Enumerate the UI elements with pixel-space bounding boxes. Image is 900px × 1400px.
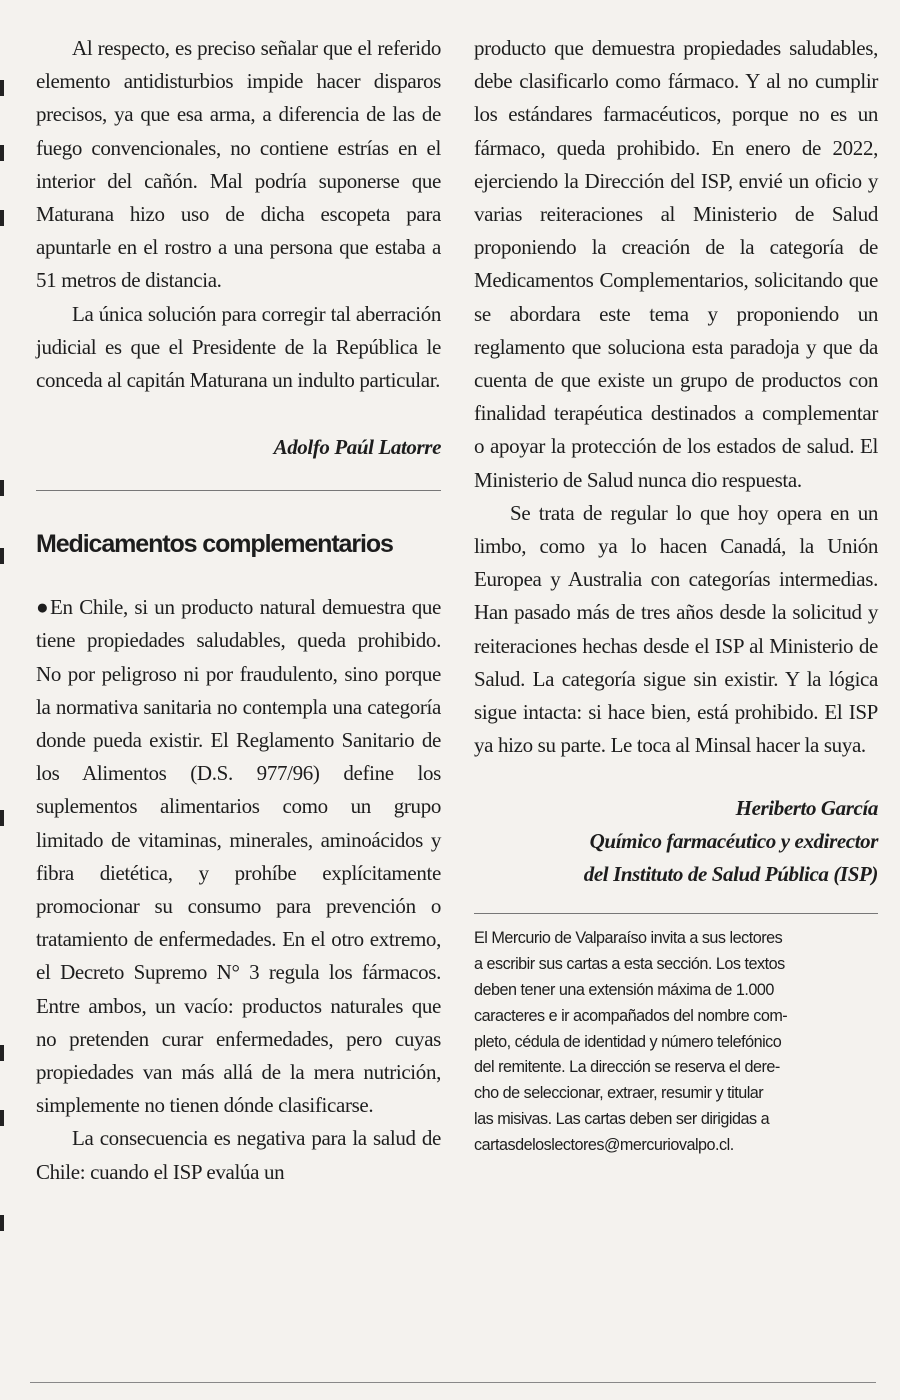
bottom-divider bbox=[30, 1382, 876, 1383]
letter2-signature bbox=[474, 792, 878, 891]
signature-title: del Instituto de Salud Pública (ISP) bbox=[583, 862, 878, 887]
editorial-note-line: del remitente. La dirección se reserva el dere- bbox=[474, 1058, 780, 1077]
letter2-paragraph-cont: Se trata de regular lo que hoy opera en un limbo, como ya lo hacen Canadá, la Unión Europea y Australia con categorías intermedias. Han pasado más de tres años desde la solicitud y reiteraciones hechas desde el ISP al Ministerio de Salud. La categoría sigue sin existir. Y la lógica sigue intacta: si hace bien, está prohibido. El ISP ya hizo su parte. Le toca al Minsal hacer la suya. bbox=[474, 500, 878, 758]
margin-mark bbox=[0, 80, 4, 96]
margin-mark bbox=[0, 1110, 4, 1126]
margin-mark bbox=[0, 1045, 4, 1061]
editorial-note-email: cartasdeloslectores@mercuriovalpo.cl. bbox=[474, 1135, 734, 1154]
editorial-note-line: las misivas. Las cartas deben ser dirigidas a bbox=[474, 1110, 770, 1129]
editorial-note-line: cho de seleccionar, extraer, resumir y titular bbox=[474, 1084, 764, 1103]
letter2-paragraph: ●En Chile, si un producto natural demuestra que tiene propiedades saludables, queda prohibido. No por peligroso ni por fraudulento, sino porque la normativa sanitaria no contempla una categoría donde pueda existir. El Reglamento Sanitario de los Alimentos (D.S. 977/96) define los suplementos alimentarios como un grupo limitado de vitaminas, minerales, aminoácidos y fibra dietética, y prohíbe explícitamente promocionar su consumo para prevención o tratamiento de enfermedades. En el otro extremo, el Decreto Supremo N° 3 regula los fármacos. Entre ambos, un vacío: productos naturales que no pretenden curar enfermedades, pero cuyas propiedades van más allá de la mera nutrición, simplemente no tienen dónde clasificarse. bbox=[36, 595, 441, 1118]
margin-mark bbox=[0, 145, 4, 161]
letter1-paragraph: La única solución para corregir tal aberración judicial es que el Presidente de la República le conceda al capitán Maturana un indulto particular. bbox=[36, 301, 441, 393]
margin-mark bbox=[0, 810, 4, 826]
letter1-signature: Adolfo Paúl Latorre bbox=[273, 435, 441, 460]
margin-mark bbox=[0, 1215, 4, 1231]
margin-mark bbox=[0, 480, 4, 496]
divider bbox=[474, 913, 878, 914]
right-column bbox=[474, 32, 878, 1159]
editorial-note-line: caracteres e ir acompañados del nombre com- bbox=[474, 1006, 788, 1025]
divider bbox=[36, 490, 441, 491]
editorial-note-line: El Mercurio de Valparaíso invita a sus lectores bbox=[474, 929, 783, 948]
letter2-paragraph-cont: producto que demuestra propiedades saludables, debe clasificarlo como fármaco. Y al no cumplir los estándares farmacéuticos, porque no es un fármaco, queda prohibido. En enero de 2022, ejerciendo la Dirección del ISP, envié un oficio y varias reiteraciones al Ministerio de Salud proponiendo la creación de la categoría de Medicamentos Complementarios, solicitando que se abordara este tema y proponiendo un reglamento que soluciona esta paradoja y que da cuenta de que existe un grupo de productos con finalidad terapéutica destinados a complementar o apoyar la protección de los estados de salud. El Ministerio de Salud nunca dio respuesta. bbox=[474, 36, 878, 492]
editorial-note-line: pleto, cédula de identidad y número telefónico bbox=[474, 1032, 782, 1051]
margin-mark bbox=[0, 548, 4, 564]
letter2-headline: Medicamentos complementarios bbox=[36, 530, 393, 559]
margin-mark bbox=[0, 210, 4, 226]
letter2-paragraph: La consecuencia es negativa para la salud de Chile: cuando el ISP evalúa un bbox=[36, 1126, 441, 1184]
editorial-note-line: deben tener una extensión máxima de 1.000 bbox=[474, 981, 774, 1000]
letter1-paragraph: Al respecto, es preciso señalar que el referido elemento antidisturbios impide hacer disparos precisos, ya que esa arma, a diferencia de las de fuego convencionales, no contiene estrías en el interior del cañón. Mal podría suponerse que Maturana hizo uso de dicha escopeta para apuntarle en el rostro a una persona que estaba a 51 metros de distancia. bbox=[36, 36, 441, 293]
editorial-note bbox=[474, 926, 878, 1158]
signature-name: Heriberto García bbox=[735, 796, 878, 821]
signature-title: Químico farmacéutico y exdirector bbox=[589, 829, 878, 854]
editorial-note-line: a escribir sus cartas a esta sección. Los textos bbox=[474, 955, 785, 974]
left-column bbox=[36, 32, 441, 1189]
